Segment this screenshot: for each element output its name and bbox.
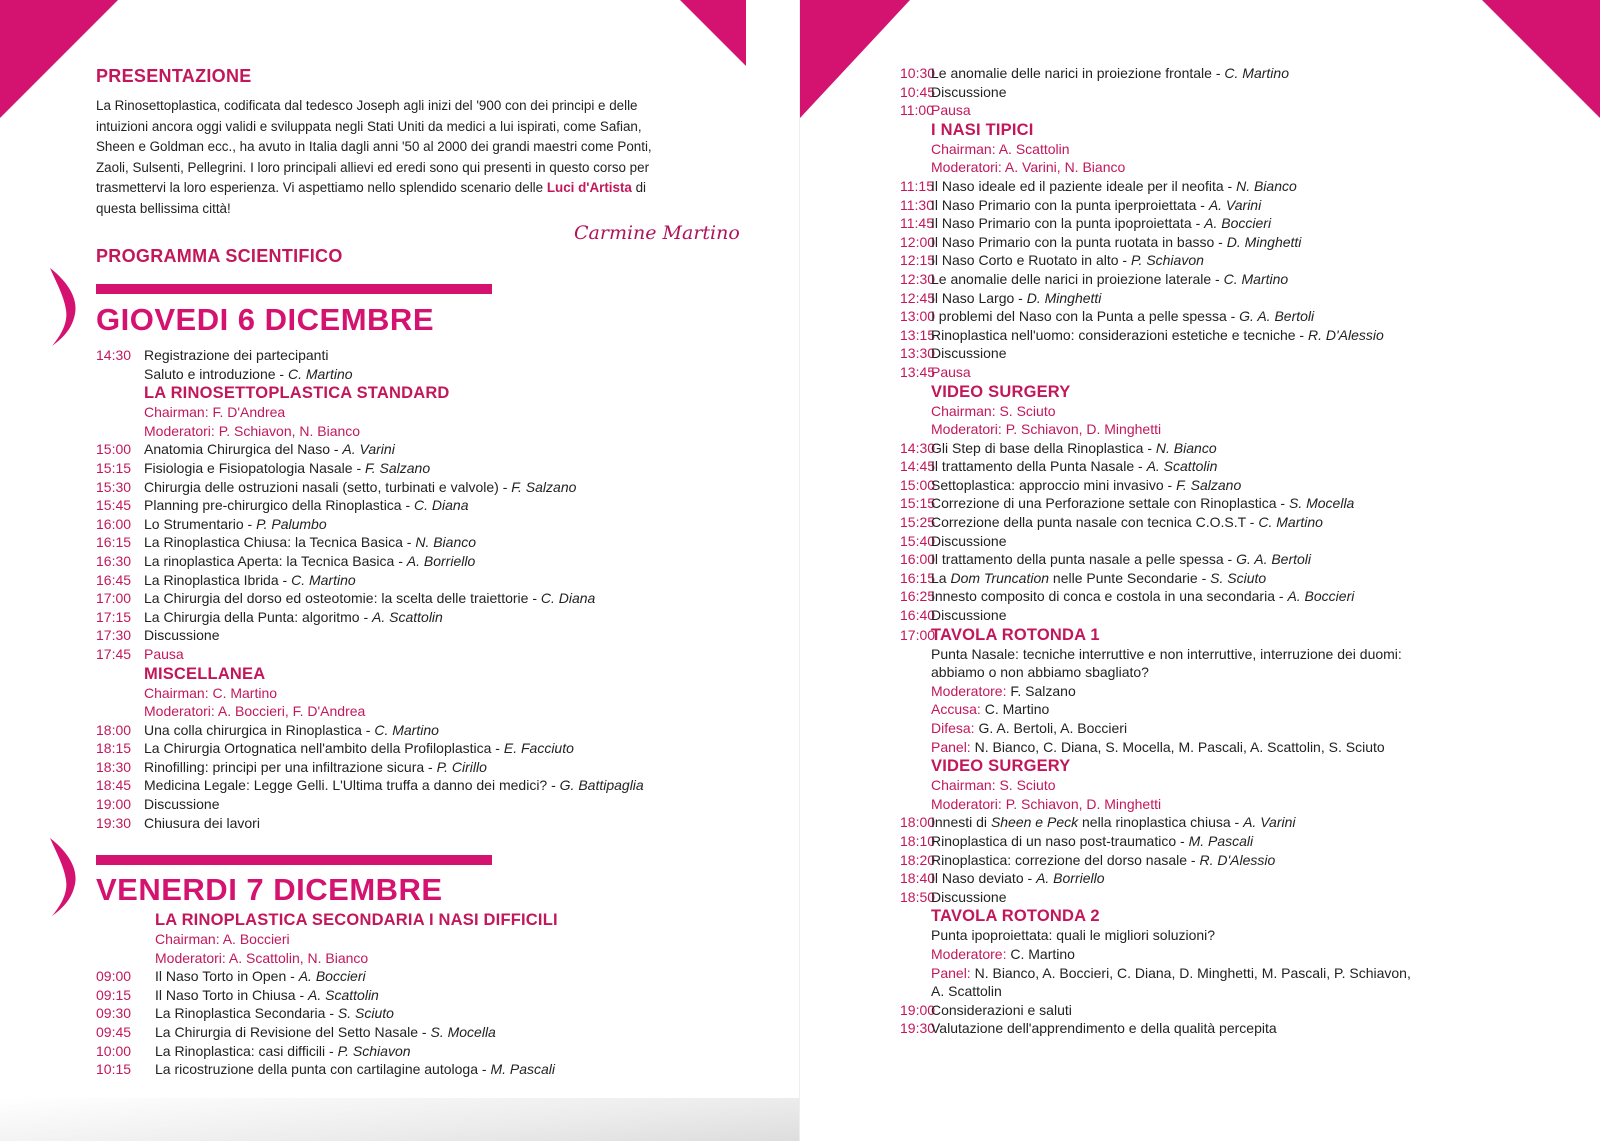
talk-line [931, 214, 1271, 233]
speaker-name: M. Pascali [490, 1061, 556, 1078]
role-line [931, 738, 1385, 757]
time-label: 11:45 [900, 215, 934, 232]
talk-text: La [931, 569, 951, 586]
talk-text: Innesto composito di conca e costola in una secondaria - [931, 588, 1288, 605]
time-label: 11:30 [900, 196, 934, 213]
section-heading: TAVOLA ROTONDA 2 [931, 907, 1100, 926]
talk-line [931, 439, 1217, 458]
talk-text: Innesti di [931, 814, 991, 831]
time-label: 11:15 [900, 177, 934, 194]
talk-line [931, 982, 1002, 1001]
talk-line [931, 569, 1266, 588]
time-label: 16:00 [900, 551, 936, 568]
talk-text: Il trattamento della Punta Nasale - [931, 458, 1147, 475]
speaker-name: P. Schiavon [337, 1042, 411, 1059]
talk-line [931, 926, 1215, 945]
talk-line [931, 832, 1253, 851]
speaker-name: A. Boccieri [1204, 215, 1272, 232]
speaker-name: S. Sciuto [337, 1005, 394, 1022]
role-label: Moderatore: [931, 945, 1007, 962]
talk-text: Il Naso ideale ed il paziente ideale per il neofita - [931, 177, 1237, 194]
section-heading: MISCELLANEA [144, 664, 266, 683]
talk-text: La Rinoplastica Secondaria - [155, 1005, 338, 1022]
talk-text: La Chirurgia Ortognatica nell'ambito della Profiloplastica - [144, 740, 504, 757]
talk-text: Discussione [931, 607, 1007, 624]
talk-text: Rinoplastica: correzione del dorso nasale - [931, 851, 1200, 868]
swoosh-icon [46, 836, 82, 918]
talk-text: Planning pre-chirurgico della Rinoplastica - [144, 497, 415, 514]
talk-text: Rinofilling: principi per una infiltrazione sicura - [144, 758, 437, 775]
talk-text: Il Naso Primario con la punta ruotata in basso - [931, 233, 1227, 250]
time-label: 13:15 [900, 326, 936, 343]
time-label: 16:40 [900, 607, 936, 624]
time-label: 18:20 [900, 851, 936, 868]
talk-text: La Rinoplastica Ibrida - [144, 571, 292, 588]
chair-moderator-line: Moderatori: A. Scattolin, N. Bianco [155, 949, 369, 966]
role-value: N. Bianco, A. Boccieri, C. Diana, D. Minghetti, M. Pascali, P. Schiavon, [970, 964, 1411, 981]
talk-line [144, 608, 443, 627]
talk-text: Correzione della punta nasale con tecnica C.O.S.T - [931, 514, 1259, 531]
time-label: 10:15 [96, 1061, 132, 1078]
talk-line [931, 64, 1289, 83]
talk-line [931, 326, 1384, 345]
time-label: 13:45 [900, 363, 936, 380]
talk-text: Le anomalie delle narici in proiezione laterale - [931, 270, 1224, 287]
role-label: Accusa: [931, 701, 981, 718]
chair-moderator-line: Chairman: C. Martino [144, 684, 278, 701]
time-label: 13:30 [900, 345, 936, 362]
talk-text: Saluto e introduzione - [144, 365, 288, 382]
talk-text: La ricostruzione della punta con cartilagine autologa - [155, 1061, 491, 1078]
time-label: 09:45 [96, 1023, 132, 1040]
speaker-name: C. Martino [1223, 270, 1289, 287]
role-value: C. Martino [980, 701, 1050, 718]
time-label: 10:45 [900, 83, 936, 100]
talk-text: I problemi del Naso con la Punta a pelle spessa - [931, 308, 1240, 325]
speaker-name: C. Diana [540, 590, 596, 607]
talk-line [144, 721, 439, 740]
talk-line [155, 986, 379, 1005]
talk-line [144, 795, 219, 814]
talk-text: Chirurgia delle ostruzioni nasali (setto, turbinati e valvole) - [144, 478, 512, 495]
talk-line [144, 758, 487, 777]
time-label: 11:00 [900, 102, 934, 119]
time-label: 19:30 [900, 1020, 936, 1037]
time-label: 15:40 [900, 532, 936, 549]
speaker-name: C. Martino [374, 721, 439, 738]
time-label: 18:00 [900, 814, 936, 831]
time-label: 18:45 [96, 777, 132, 794]
role-value: F. Salzano [1006, 682, 1076, 699]
talk-line [144, 440, 395, 459]
technique-name: Sheen e Peck [990, 814, 1079, 831]
talk-line [931, 251, 1204, 270]
day1-divider [96, 284, 492, 294]
presentazione-line: questa bellissima città! [96, 200, 231, 216]
time-label: 10:30 [900, 65, 936, 81]
right-page [800, 0, 1600, 1141]
chair-moderator-line: Chairman: A. Scattolin [931, 140, 1070, 157]
corner-triangle-top-right [1482, 0, 1600, 118]
talk-line [931, 663, 1149, 682]
talk-line [931, 270, 1288, 289]
time-label: 18:15 [96, 740, 132, 757]
time-label: 16:15 [96, 534, 132, 551]
section-heading: LA RINOSETTOPLASTICA STANDARD [144, 384, 450, 403]
talk-text: Anatomia Chirurgica del Naso - [144, 441, 343, 458]
talk-line [144, 552, 475, 571]
speaker-name: S. Sciuto [1210, 569, 1267, 586]
talk-line [144, 589, 595, 608]
talk-line [931, 83, 1006, 102]
time-label: 16:45 [96, 571, 132, 588]
talk-line [144, 626, 219, 645]
talk-text: La rinoplastica Aperta: la Tecnica Basica - [144, 552, 407, 569]
talk-text: La Chirurgia della Punta: algoritmo - [144, 608, 373, 625]
speaker-name: S. Mocella [430, 1023, 496, 1040]
speaker-name: R. D'Alessio [1199, 851, 1276, 868]
speaker-name: C. Martino [1258, 514, 1323, 531]
talk-text: Medicina Legale: Legge Gelli. L'Ultima truffa a danno dei medici? - [144, 777, 560, 794]
talk-line [931, 494, 1354, 513]
time-label: 14:45 [900, 458, 936, 475]
talk-line [144, 515, 327, 534]
chair-moderator-line: Chairman: F. D'Andrea [144, 404, 286, 421]
talk-line [931, 177, 1297, 196]
time-label: 15:45 [96, 497, 132, 514]
talk-line [155, 1042, 411, 1061]
role-line [931, 700, 1049, 719]
talk-line [144, 496, 469, 515]
speaker-name: A. Scattolin [1146, 458, 1218, 475]
talk-line [931, 457, 1217, 476]
time-label: 15:15 [900, 495, 936, 512]
signature: Carmine Martino [574, 222, 740, 244]
talk-line [144, 346, 328, 365]
talk-text: La Rinoplastica: casi difficili - [155, 1042, 338, 1059]
talk-text: Il Naso Torto in Open - [155, 968, 299, 985]
time-label: 16:30 [96, 552, 132, 569]
day1-title: GIOVEDI 6 DICEMBRE [96, 302, 434, 337]
speaker-name: P. Cirillo [436, 758, 487, 775]
speaker-name: A. Scattolin [372, 608, 443, 625]
speaker-name: C. Martino [1224, 65, 1289, 81]
time-label: 18:00 [96, 721, 132, 738]
speaker-name: C. Martino [287, 365, 353, 382]
speaker-name: R. D'Alessio [1308, 326, 1384, 343]
time-label: 12:30 [900, 270, 936, 287]
day2-title: VENERDI 7 DICEMBRE [96, 872, 443, 907]
talk-text: Punta ipoproiettata: quali le migliori soluzioni? [931, 927, 1216, 944]
time-label: 16:00 [96, 515, 132, 532]
section-heading: TAVOLA ROTONDA 1 [931, 625, 1100, 644]
time-label: 15:15 [96, 459, 132, 476]
presentazione-line: Zaoli, Sulsenti, Pellegrini. I loro principali allievi ed eredi sono qui presenti in questo corso per [96, 159, 650, 175]
swoosh-icon [46, 266, 82, 348]
talk-line [931, 851, 1275, 870]
talk-text: abbiamo o non abbiamo sbagliato? [931, 664, 1149, 681]
page-curl [0, 1098, 800, 1141]
talk-text: Le anomalie delle narici in proiezione frontale - [931, 65, 1225, 81]
time-label: 12:00 [900, 233, 936, 250]
day2-divider [96, 855, 492, 865]
pausa-label: Pausa [931, 102, 971, 119]
role-line [931, 682, 1076, 701]
talk-text: Settoplastica: approccio mini invasivo - [931, 476, 1177, 493]
talk-line [144, 739, 574, 758]
speaker-name: A. Varini [1208, 196, 1262, 213]
chair-moderator-line: Chairman: S. Sciuto [931, 402, 1056, 419]
talk-line [155, 967, 366, 986]
speaker-name: F. Salzano [365, 459, 431, 476]
speaker-name: A. Borriello [406, 552, 476, 569]
time-label: 15:00 [96, 441, 132, 458]
time-label: 18:50 [900, 888, 936, 905]
talk-text: Lo Strumentario - [144, 515, 257, 532]
speaker-name: P. Schiavon [1131, 252, 1204, 269]
time-label: 18:30 [96, 758, 132, 775]
time-label: 15:00 [900, 476, 936, 493]
speaker-name: M. Pascali [1188, 832, 1254, 849]
talk-line [144, 776, 644, 795]
role-label: Moderatore: [931, 682, 1007, 699]
talk-line [144, 814, 260, 833]
chair-moderator-line: Moderatori: P. Schiavon, D. Minghetti [931, 795, 1162, 812]
time-label: 19:30 [96, 814, 132, 831]
talk-text: Discussione [931, 532, 1007, 549]
chair-moderator-line: Moderatori: A. Boccieri, F. D'Andrea [144, 703, 366, 720]
talk-line [144, 571, 356, 590]
talk-text: Considerazioni e saluti [931, 1001, 1072, 1018]
talk-line [155, 1004, 394, 1023]
time-label: 18:10 [900, 832, 936, 849]
time-label: 18:40 [900, 870, 936, 887]
time-label: 17:00 [900, 626, 936, 643]
talk-line [931, 476, 1241, 495]
presentazione-line: intuizioni ancora oggi validi e sviluppata negli Stati Uniti da medici a lui ispirati, come Safian, [96, 118, 642, 134]
talk-line [931, 587, 1354, 606]
role-label: Panel: [931, 964, 971, 981]
role-label: Panel: [931, 738, 971, 755]
talk-line [931, 289, 1101, 308]
time-label: 12:45 [900, 289, 936, 306]
time-label: 19:00 [900, 1001, 936, 1018]
talk-text: Discussione [931, 888, 1007, 905]
talk-line [144, 365, 353, 384]
corner-triangle-top-fold-right [800, 0, 910, 118]
speaker-name: E. Facciuto [503, 740, 574, 757]
speaker-name: D. Minghetti [1026, 289, 1102, 306]
talk-text: Gli Step di base della Rinoplastica - [931, 439, 1156, 456]
role-line [931, 964, 1411, 983]
role-value: N. Bianco, C. Diana, S. Mocella, M. Pascali, A. Scattolin, S. Sciuto [970, 738, 1385, 755]
time-label: 15:25 [900, 514, 936, 531]
time-label: 17:45 [96, 645, 132, 662]
role-label: Difesa: [931, 720, 975, 736]
time-label: 16:15 [900, 569, 936, 586]
talk-line [931, 1001, 1072, 1020]
talk-line [144, 533, 476, 552]
talk-text: Discussione [931, 345, 1007, 362]
talk-text: A. Scattolin [931, 983, 1002, 1000]
section-heading: VIDEO SURGERY [931, 757, 1071, 776]
time-label: 15:30 [96, 478, 132, 495]
time-label: 16:25 [900, 588, 936, 605]
presentazione-line: La Rinosettoplastica, codificata dal tedesco Joseph agli inizi del '900 con dei principi e delle [96, 98, 638, 113]
talk-line [931, 869, 1105, 888]
speaker-name: S. Mocella [1288, 495, 1355, 512]
time-label: 17:30 [96, 627, 132, 644]
chair-moderator-line: Chairman: A. Boccieri [155, 931, 290, 947]
talk-text: Il Naso Primario con la punta ipoproiettata - [931, 215, 1205, 232]
time-label: 13:00 [900, 308, 936, 325]
speaker-name: F. Salzano [511, 478, 577, 495]
talk-text: Discussione [144, 627, 220, 644]
presentazione-line: Sheen e Goldman ecc., ha avuto in Italia dagli anni '50 al 2000 dei grandi maestri come Ponti, [96, 139, 652, 155]
time-label: 19:00 [96, 796, 132, 813]
talk-line [931, 233, 1301, 252]
speaker-name: F. Salzano [1176, 476, 1242, 493]
pausa-label: Pausa [931, 363, 971, 380]
talk-text: Il Naso Primario con la punta iperproiettata - [931, 196, 1209, 213]
speaker-name: G. A. Bertoli [1239, 308, 1315, 325]
chair-moderator-line: Moderatori: P. Schiavon, N. Bianco [144, 422, 361, 439]
role-value: G. A. Bertoli, A. Boccieri [974, 720, 1128, 736]
talk-text: Chiusura dei lavori [144, 814, 260, 831]
speaker-name: P. Palumbo [256, 515, 327, 532]
time-label: 10:00 [96, 1042, 132, 1059]
talk-line [931, 196, 1261, 215]
talk-line [931, 645, 1402, 664]
programma-title: PROGRAMMA SCIENTIFICO [96, 246, 343, 266]
talk-line [144, 459, 430, 478]
chair-moderator-line: Chairman: S. Sciuto [931, 777, 1056, 794]
technique-name: Dom Truncation [950, 569, 1050, 586]
talk-text: Il Naso Torto in Chiusa - [155, 986, 309, 1003]
time-label: 17:00 [96, 590, 132, 607]
speaker-name: C. Diana [414, 497, 469, 514]
time-label: 09:00 [96, 968, 132, 985]
speaker-name: A. Varini [1243, 814, 1296, 831]
chair-moderator-line: Moderatori: P. Schiavon, D. Minghetti [931, 421, 1162, 438]
chair-moderator-line: Moderatori: A. Varini, N. Bianco [931, 159, 1126, 176]
presentazione-line: trasmettervi la loro esperienza. Vi aspettiamo nello splendido scenario delle Luci d'Artista di [96, 180, 647, 196]
time-label: 17:15 [96, 608, 132, 625]
talk-line [931, 813, 1295, 832]
talk-line [144, 478, 576, 497]
talk-text: Il Naso Largo - [931, 289, 1027, 306]
pausa-label: Pausa [144, 645, 184, 662]
talk-line [155, 1023, 496, 1042]
talk-text: Correzione di una Perforazione settale con Rinoplastica - [931, 495, 1289, 512]
luci-artista-highlight: Luci d'Artista [546, 180, 632, 196]
presentazione-text [96, 96, 730, 220]
talk-text: Il trattamento della punta nasale a pelle spessa - [931, 551, 1237, 568]
role-line [931, 719, 1127, 738]
talk-line [931, 307, 1314, 326]
talk-text: nelle Punte Secondarie - [1049, 569, 1211, 586]
talk-line [931, 1019, 1277, 1038]
speaker-name: A. Borriello [1036, 870, 1105, 887]
speaker-name: N. Bianco [415, 534, 477, 551]
speaker-name: N. Bianco [1236, 177, 1297, 194]
talk-text: Una colla chirurgica in Rinoplastica - [144, 721, 375, 738]
talk-line [931, 550, 1311, 569]
time-label: 12:15 [900, 252, 936, 269]
talk-text: La Chirurgia di Revisione del Setto Nasale - [155, 1023, 431, 1040]
time-label: 09:30 [96, 1005, 132, 1022]
talk-line [931, 606, 1006, 625]
role-value: C. Martino [1006, 945, 1075, 962]
speaker-name: A. Boccieri [1287, 588, 1355, 605]
talk-line [931, 888, 1006, 907]
section-heading: LA RINOPLASTICA SECONDARIA I NASI DIFFICILI [155, 911, 558, 929]
role-line [931, 945, 1075, 964]
talk-text: Discussione [931, 83, 1007, 100]
talk-line [931, 344, 1006, 363]
speaker-name: G. A. Bertoli [1236, 551, 1312, 568]
talk-line [931, 532, 1006, 551]
talk-text: Valutazione dell'apprendimento e della qualità percepita [931, 1020, 1277, 1037]
time-label: 14:30 [96, 347, 132, 363]
section-heading: I NASI TIPICI [931, 120, 1034, 139]
talk-line [931, 513, 1323, 532]
talk-text: Rinoplastica di un naso post-traumatico - [931, 832, 1189, 849]
talk-text: La Chirurgia del dorso ed osteotomie: la scelta delle traiettorie - [144, 590, 541, 607]
speaker-name: N. Bianco [1155, 439, 1217, 456]
talk-text: Il Naso deviato - [931, 870, 1037, 887]
speaker-name: G. Battipaglia [559, 777, 644, 794]
speaker-name: A. Scattolin [308, 986, 379, 1003]
section-heading: VIDEO SURGERY [931, 382, 1071, 401]
talk-text: Registrazione dei partecipanti [144, 347, 329, 363]
corner-triangle-top-fold [680, 0, 746, 66]
talk-text: Fisiologia e Fisiopatologia Nasale - [144, 459, 365, 476]
speaker-name: D. Minghetti [1226, 233, 1302, 250]
presentazione-title: PRESENTAZIONE [96, 66, 252, 86]
talk-line [155, 1060, 555, 1079]
speaker-name: A. Varini [342, 441, 395, 458]
talk-text: Discussione [144, 796, 220, 813]
talk-text: Il Naso Corto e Ruotato in alto - [931, 252, 1131, 269]
speaker-name: C. Martino [291, 571, 356, 588]
time-label: 14:30 [900, 439, 936, 456]
talk-text: Rinoplastica nell'uomo: considerazioni estetiche e tecniche - [931, 326, 1308, 343]
time-label: 09:15 [96, 986, 132, 1003]
talk-text: nella rinoplastica chiusa - [1078, 814, 1244, 831]
talk-text: Punta Nasale: tecniche interruttive e non interruttive, interruzione dei duomi: [931, 645, 1402, 662]
speaker-name: A. Boccieri [298, 968, 366, 985]
talk-text: La Rinoplastica Chiusa: la Tecnica Basica - [144, 534, 416, 551]
